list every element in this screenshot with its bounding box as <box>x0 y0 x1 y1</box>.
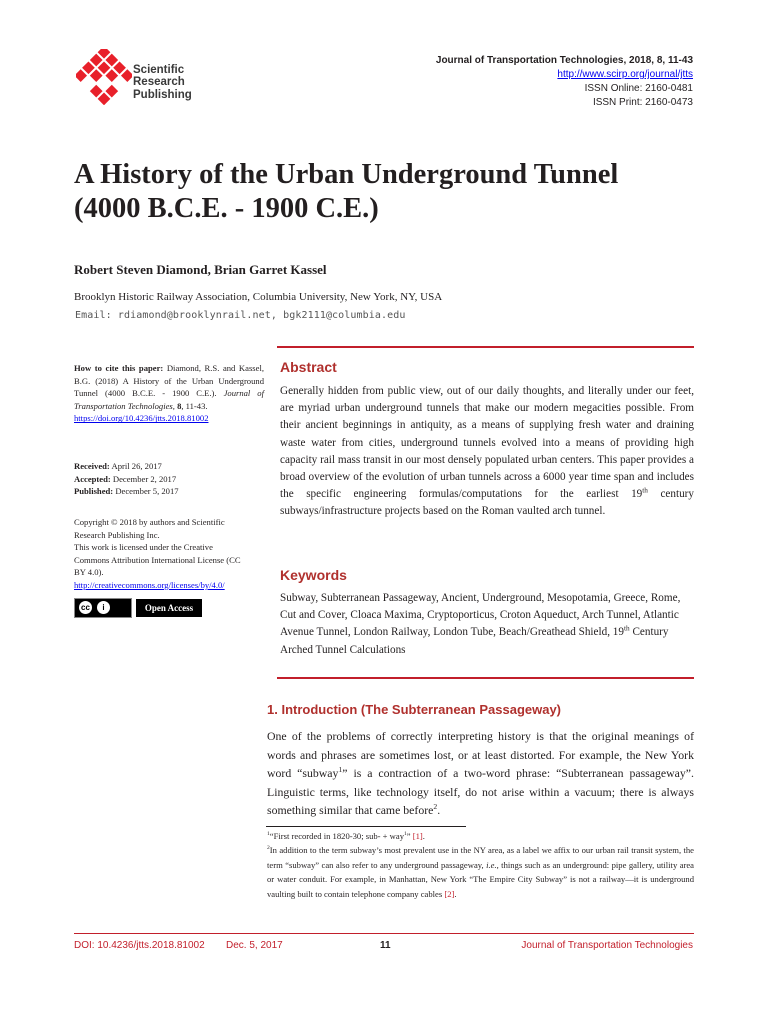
cite-journal: Journal of Transportation Technologies <box>74 388 264 411</box>
keywords-body-end: Century Arched Tunnel Calculations <box>280 626 669 656</box>
published-label: Published: <box>74 486 114 497</box>
attribution-icon: i <box>97 601 110 614</box>
cc-by-badge[interactable] <box>74 598 132 618</box>
published-date: December 5, 2017 <box>115 486 179 497</box>
cite-text: Diamond, R.S. and Kassel, B.G. (2018) A History of the Urban Underground Tunnel (4000 B.C.E. - 1900 C.E.). <box>74 363 264 399</box>
footnote-text: ” <box>406 831 413 841</box>
footnote-text: . <box>422 831 425 841</box>
cite-label: How to cite this paper: <box>74 363 164 373</box>
footnote-text: , things such as an underground: pipe gallery, utility area or water conduit. For example, in Manhattan, New York “The Empire City Subway” is not a railway—it is underground vaulting built to contain telephone company cables <box>267 859 694 899</box>
email-line: Email: rdiamond@brooklynrail.net, bgk2111@columbia.edu <box>75 310 406 321</box>
license-link[interactable]: http://creativecommons.org/licenses/by/4.0/ <box>74 579 225 590</box>
keywords-heading: Keywords <box>280 567 347 583</box>
dates-block <box>74 460 264 498</box>
journal-header <box>436 54 693 110</box>
introduction-paragraph <box>267 727 694 820</box>
footnote-2 <box>267 843 694 901</box>
footer-rule <box>74 933 694 934</box>
footnote-rule <box>266 826 466 827</box>
issn-print: ISSN Print: 2160-0473 <box>592 97 693 108</box>
footnote-number: 2 <box>267 845 270 852</box>
article-title <box>74 158 694 226</box>
footnote-sup: 1 <box>404 831 407 838</box>
license-text: This work is licensed under the Creative Commons Attribution International License (CC BY 4.0). <box>74 542 241 578</box>
received-label: Received: <box>74 461 110 471</box>
publisher-name-line: Research <box>133 76 185 89</box>
intro-text: One of the problems of correctly interpreting history is that the original meanings of words and phrases are sometimes lost, or at least distorted. For example, the New York word “subway <box>267 729 694 781</box>
abstract-heading: Abstract <box>280 359 337 375</box>
authors: Robert Steven Diamond, Brian Garret Kassel <box>74 262 327 277</box>
publisher-name <box>133 64 192 101</box>
accepted-label: Accepted: <box>74 473 111 484</box>
title-line: (4000 B.C.E. - 1900 C.E.) <box>74 193 379 224</box>
accepted-date: December 2, 2017 <box>112 473 177 484</box>
keywords-text <box>280 590 694 659</box>
abstract-top-rule <box>277 346 694 348</box>
abstract-text <box>280 383 694 521</box>
copyright-block <box>74 516 249 592</box>
footnote-text: “First recorded in 1820-30; sub- + way <box>269 831 404 841</box>
intro-text: . <box>437 803 441 818</box>
issn-online: ISSN Online: 2160-0481 <box>584 83 693 94</box>
footnote-text: In addition to the term subway’s most prevalent use in the NY area, as a label we affix to our urban rail transit system, the term “subway” can also refer to any underground passageway, <box>267 845 694 870</box>
footnote-italic: i.e. <box>486 859 497 870</box>
footer-journal: Journal of Transportation Technologies <box>521 940 693 951</box>
footnote-1 <box>267 829 694 843</box>
cite-volume: 8 <box>177 400 182 411</box>
reference-link[interactable]: [1] <box>412 831 423 841</box>
intro-text: ” is a contraction of a two-word phrase: “Subterranean passageway”. Linguistic terms, like technology itself, do not arise within a vacuum; there is always something similar that came before <box>267 766 694 818</box>
section-heading: 1. Introduction (The Subterranean Passageway) <box>267 702 562 717</box>
publisher-logo <box>76 49 132 105</box>
footnote-ref[interactable]: 1 <box>338 765 343 775</box>
abstract-body: Generally hidden from public view, out of our daily thoughts, and literally under our feet, are myriad urban underground tunnels that make our modern megacities possible. From their ancient beginnings in antiquity, as a means of supplying fresh water and draining waste water from cities, underground tunnels evolved into a means of providing high capacity rail mass transit in our most densely populated urban centers. This paper provides a broad overview of the evolution of urban tunnels across a 6000 year time span and includes the specific engineering formulas/computations for the earliest 19 <box>280 385 694 501</box>
footer-doi: DOI: 10.4236/jtts.2018.81002 <box>74 940 205 951</box>
received-date: April 26, 2017 <box>111 461 162 471</box>
title-line: A History of the Urban Underground Tunnel <box>74 159 619 190</box>
journal-url-link[interactable]: http://www.scirp.org/journal/jtts <box>557 69 693 80</box>
reference-link[interactable]: [2] <box>444 888 455 899</box>
doi-link[interactable]: https://doi.org/10.4236/jtts.2018.81002 <box>74 413 209 424</box>
abstract-sup: th <box>642 486 648 495</box>
keywords-bottom-rule <box>277 677 694 679</box>
cite-pages: , 11-43. <box>181 400 208 411</box>
footnotes <box>267 829 694 901</box>
journal-citation: Journal of Transportation Technologies, 2018, 8, 11-43 <box>435 55 693 66</box>
abstract-body-end: century subways/infrastructure projects based on the Roman vaulted arch tunnel. <box>280 488 695 518</box>
publisher-name-line: Publishing <box>133 88 192 101</box>
affiliation: Brooklyn Historic Railway Association, Columbia University, New York, NY, USA <box>74 291 443 303</box>
license-badges <box>74 598 202 618</box>
footer-date: Dec. 5, 2017 <box>226 940 283 951</box>
open-access-badge: Open Access <box>136 599 202 617</box>
keywords-sup: th <box>623 624 630 633</box>
citation-block: How to cite this paper: Diamond, R.S. and Kassel, B.G. (2018) A History of the Urban Underground Tunnel (4000 B.C.E. - 1900 C.E.). Journal of Transportation Technologies, 8, 11-43. https://doi.org/10.4236/jtts.2018.81002 <box>74 363 264 424</box>
footnote-ref[interactable]: 2 <box>433 802 438 812</box>
copyright-text: Copyright © 2018 by authors and Scientific Research Publishing Inc. <box>74 517 225 540</box>
cc-icon: cc <box>79 601 92 614</box>
footnote-number: 1 <box>267 831 270 838</box>
page-number: 11 <box>380 940 391 951</box>
footnote-text: . <box>454 888 457 899</box>
keywords-body: Subway, Subterranean Passageway, Ancient, Underground, Mesopotamia, Greece, Rome, Cut and Cover, Cloaca Maxima, Cryptoporticus, Croton Aqueduct, Arch Tunnel, Atlantic Avenue Tunnel, London Railway, London Tube, Beach/Greathead Shield, 19 <box>280 592 681 639</box>
publisher-name-line: Scientific <box>133 64 185 76</box>
